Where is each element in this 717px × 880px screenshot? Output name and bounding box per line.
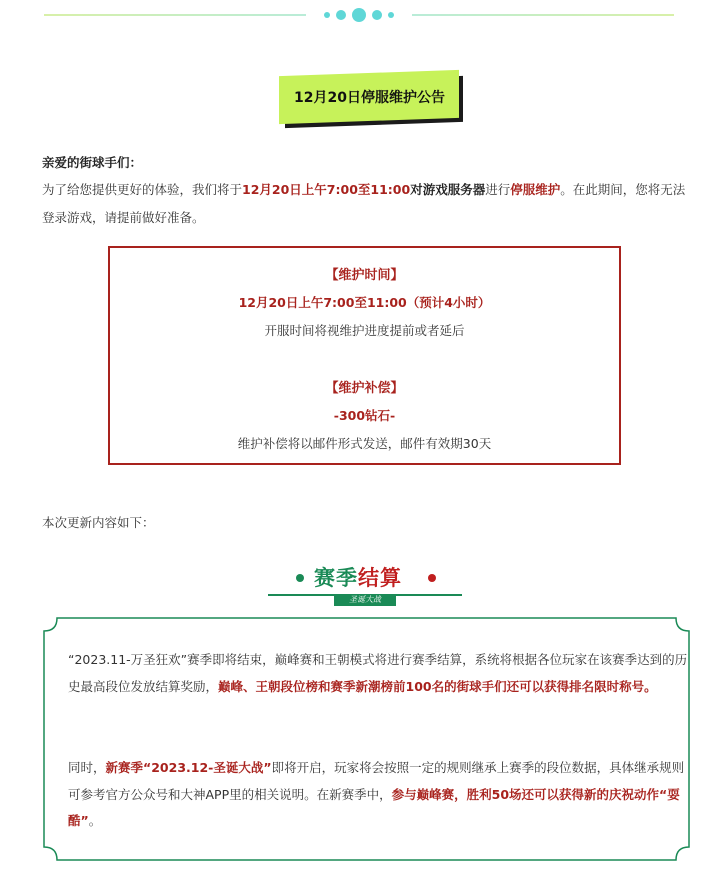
season-paragraph-1 xyxy=(68,647,688,700)
maintenance-time-value: 12月20日上午7:00至11:00（预计4小时） xyxy=(238,295,491,310)
title-box xyxy=(279,70,459,124)
season-title-part1: 赛季 xyxy=(314,566,358,590)
divider-dot xyxy=(388,12,394,18)
page-title: 12月20日停服维护公告 xyxy=(293,90,445,106)
season-highlight: 巅峰、王朝段位榜和赛季新潮榜前100名的街球手们还可以获得排名限时称号。 xyxy=(218,678,657,694)
season-tag: 圣诞大战 xyxy=(334,594,396,606)
green-dot-icon xyxy=(296,574,304,582)
divider-dot xyxy=(352,8,366,22)
intro-time-highlight: 12月20日上午7:00至11:00 xyxy=(242,182,411,197)
divider-dot xyxy=(372,10,382,20)
red-dot-icon xyxy=(428,574,436,582)
maintenance-time-heading: 【维护时间】 xyxy=(325,268,404,283)
divider-dot xyxy=(336,10,346,20)
season-highlight: 新赛季“2023.12-圣诞大战” xyxy=(105,760,272,775)
divider-dots xyxy=(316,7,402,23)
season-highlight: 参与巅峰赛，胜利50场还可以获得新的庆祝动作“耍酷” xyxy=(68,786,680,828)
season-title-part2: 结算 xyxy=(358,566,402,590)
intro-text: 。在此期间，您将无法登录游戏，请提前做好准备。 xyxy=(42,182,686,225)
divider-line-right xyxy=(412,14,674,16)
season-title xyxy=(314,562,402,592)
title-banner xyxy=(279,73,459,123)
intro-paragraph xyxy=(42,176,690,232)
maintenance-info-box xyxy=(108,246,621,465)
maintenance-comp-heading: 【维护补偿】 xyxy=(325,381,404,396)
divider-dot xyxy=(324,12,330,18)
intro-server-highlight: 对游戏服务器 xyxy=(410,182,486,197)
divider-line-left xyxy=(44,14,306,16)
season-text: 同时， xyxy=(68,760,106,775)
top-divider xyxy=(44,6,674,24)
intro-text: 为了给您提供更好的体验，我们将于 xyxy=(42,182,243,197)
season-text: “2023.11-万圣狂欢”赛季即将结束，巅峰赛和王朝模式将进行赛季结算，系统将根据各位玩家在该赛季达到的历史最高段位发放结算奖励， xyxy=(68,652,688,694)
maintenance-time-note: 开服时间将视维护进度提前或者延后 xyxy=(264,323,465,338)
season-paragraph-2 xyxy=(68,755,688,835)
season-text: 。 xyxy=(88,813,102,828)
greeting: 亲爱的街球手们： xyxy=(42,155,143,170)
maintenance-comp-note: 维护补偿将以邮件形式发送，邮件有效期30天 xyxy=(237,436,492,451)
intro-maintenance-highlight: 停服维护 xyxy=(510,182,561,197)
update-intro: 本次更新内容如下： xyxy=(42,515,155,530)
maintenance-comp-value: -300钻石- xyxy=(333,408,396,423)
season-section-header xyxy=(268,560,462,610)
intro-text: 进行 xyxy=(485,182,511,197)
season-text: 即将开启，玩家将会按照一定的规则继承上赛季的段位数据，具体继承规则可参考官方公众号和大神APP里的相关说明。在新赛季中， xyxy=(68,760,685,802)
